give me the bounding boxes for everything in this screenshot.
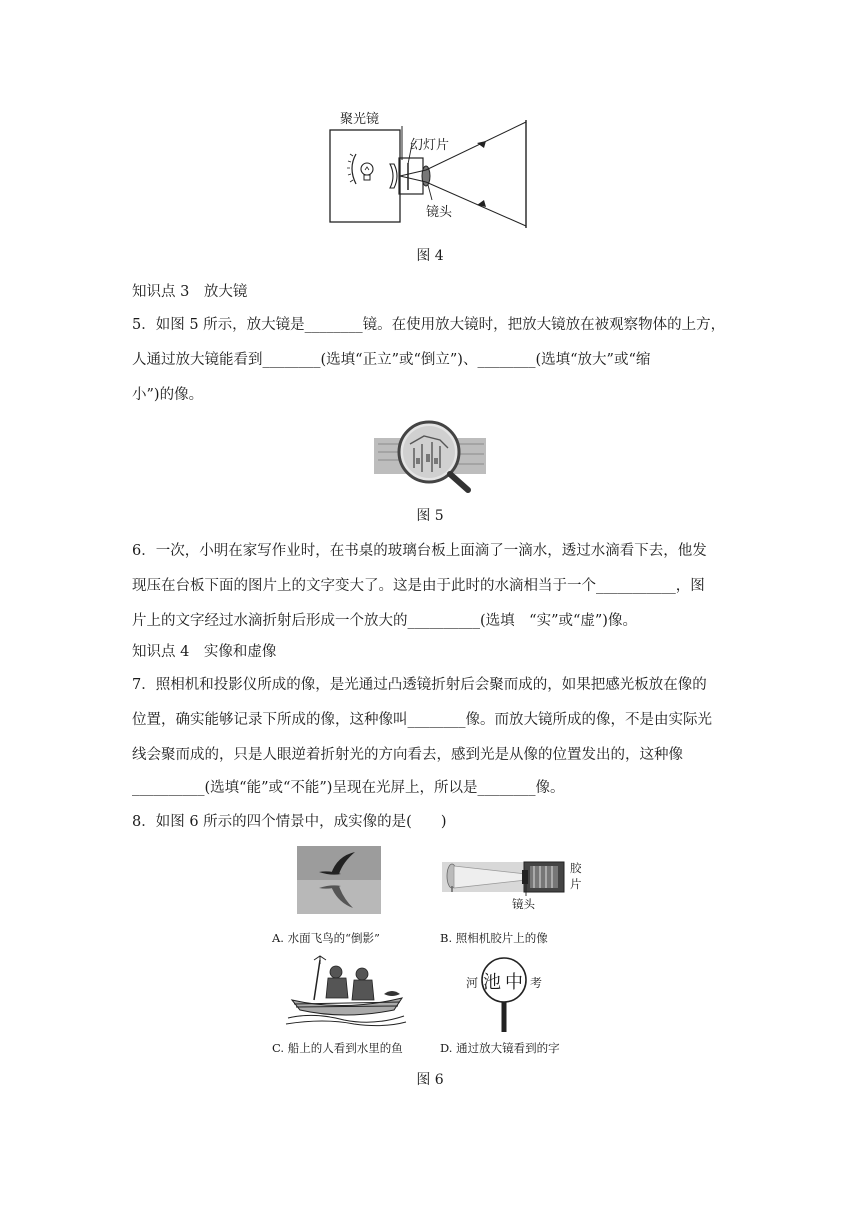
condenser-lens-icon xyxy=(390,164,397,188)
projector-box xyxy=(330,130,400,222)
figure5-magnifier-photo xyxy=(374,414,486,494)
section-heading-4: 知识点 4 实像和虚像 xyxy=(132,644,277,660)
q5-line1: 5．如图 5 所示，放大镜是________镜。在使用放大镜时，把放大镜放在被观察物体的上方， xyxy=(132,317,726,333)
d-char-1: 河 xyxy=(466,976,479,990)
q6-line1: 6．一次，小明在家写作业时，在书桌的玻璃台板上面滴了一滴水，透过水滴看下去，他发 xyxy=(132,543,707,559)
magnifier-handle xyxy=(450,474,468,490)
d-char-3: 中 xyxy=(505,972,523,993)
q7-line1: 7．照相机和投影仪所成的像，是光通过凸透镜折射后会聚而成的，如果把感光板放在像的 xyxy=(132,677,707,693)
option-d-caption: D. 通过放大镜看到的字 xyxy=(440,1041,560,1055)
q6-line3: 片上的文字经过水滴折射后形成一个放大的__________(选填 “实”或“虚”)像。 xyxy=(132,613,637,629)
b-label-film-1: 胶 xyxy=(570,861,582,875)
d-char-4: 考 xyxy=(530,976,543,990)
b-label-lens: 镜头 xyxy=(512,897,535,911)
q6-line2: 现压在台板下面的图片上的文字变大了。这是由于此时的水滴相当于一个___________，图 xyxy=(132,578,705,594)
q5-line3: 小”)的像。 xyxy=(132,387,204,403)
option-c-boat-drawing xyxy=(284,954,408,1030)
label-slide: 幻灯片 xyxy=(410,138,450,153)
reflector-icon xyxy=(352,154,356,184)
label-condenser: 聚光镜 xyxy=(340,112,380,127)
option-c-caption: C. 船上的人看到水里的鱼 xyxy=(272,1041,403,1055)
figure5-caption: 图 5 xyxy=(416,508,444,524)
q8-line1: 8．如图 6 所示的四个情景中，成实像的是( ) xyxy=(132,814,447,830)
option-b-caption: B. 照相机胶片上的像 xyxy=(440,931,548,945)
q5-line2: 人通过放大镜能看到________(选填“正立”或“倒立”)、________(选填“放大”或“缩 xyxy=(132,352,651,368)
q7-line4: __________(选填“能”或“不能”)呈现在光屏上，所以是________像。 xyxy=(132,780,565,796)
figure4-caption: 图 4 xyxy=(416,248,444,264)
lens-housing xyxy=(399,158,423,194)
label-lens: 镜头 xyxy=(426,205,453,220)
option-d-magnifier-drawing xyxy=(460,954,560,1034)
option-a-bird-photo xyxy=(297,846,381,914)
option-a-caption: A. 水面飞鸟的“倒影” xyxy=(272,931,380,945)
bulb-icon xyxy=(361,163,373,180)
q7-line3: 线会聚而成的，只是人眼逆着折射光的方向看去，感到光是从像的位置发出的，这种像 xyxy=(132,747,683,763)
b-label-film-2: 片 xyxy=(570,877,582,891)
d-char-2: 池 xyxy=(483,972,501,993)
figure6-caption: 图 6 xyxy=(416,1072,444,1088)
section-heading-3: 知识点 3 放大镜 xyxy=(132,284,248,300)
q7-line2: 位置，确实能够记录下所成的像，这种像叫________像。而放大镜所成的像，不是由实际光 xyxy=(132,712,712,728)
